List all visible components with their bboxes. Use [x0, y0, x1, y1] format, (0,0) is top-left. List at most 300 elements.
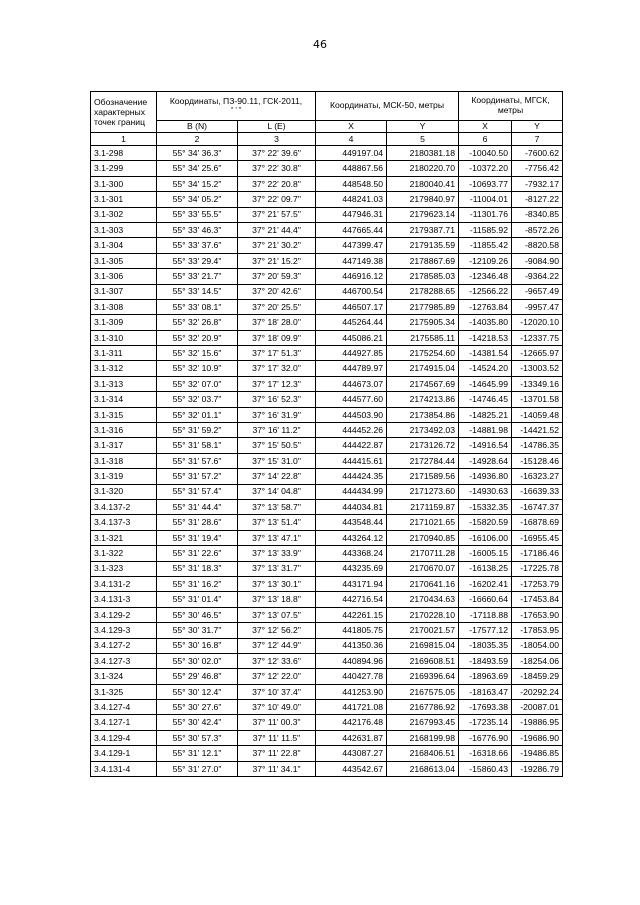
cell-msk-x: 444422.87	[316, 438, 387, 453]
cell-msk-y: 2178867.69	[387, 253, 459, 268]
cell-msk-y: 2175585.11	[387, 330, 459, 345]
cell-mgsk-y: -8572.26	[512, 222, 563, 237]
cell-mgsk-y: -19886.95	[512, 715, 563, 730]
cell-msk-y: 2170940.85	[387, 530, 459, 545]
cell-point-id: 3.4.129-4	[91, 730, 157, 745]
cell-msk-y: 2179387.71	[387, 222, 459, 237]
cell-msk-x: 444415.61	[316, 453, 387, 468]
header-index-5: 5	[387, 133, 459, 146]
table-row	[91, 592, 563, 607]
header-index-1: 1	[91, 133, 157, 146]
header-index-3: 3	[238, 133, 316, 146]
table-row	[91, 561, 563, 576]
cell-msk-y: 2168199.98	[387, 730, 459, 745]
table-row	[91, 392, 563, 407]
cell-mgsk-x: -14881.98	[459, 423, 512, 438]
header-group-msk50: Координаты, МСК-50, метры	[316, 92, 459, 121]
cell-point-id: 3.1-321	[91, 530, 157, 545]
cell-mgsk-y: -17453.84	[512, 592, 563, 607]
cell-mgsk-y: -7932.17	[512, 176, 563, 191]
header-point-designation-line-3: точек границ	[94, 117, 145, 128]
cell-latitude-b: 55° 30' 46.5"	[157, 607, 238, 622]
cell-longitude-l: 37° 21' 15.2"	[238, 253, 316, 268]
cell-msk-x: 444434.99	[316, 484, 387, 499]
table-row	[91, 730, 563, 745]
cell-latitude-b: 55° 34' 15.2"	[157, 176, 238, 191]
cell-longitude-l: 37° 12' 44.9"	[238, 638, 316, 653]
cell-msk-y: 2170434.63	[387, 592, 459, 607]
cell-point-id: 3.1-319	[91, 469, 157, 484]
cell-msk-y: 2173492.03	[387, 423, 459, 438]
cell-mgsk-y: -16639.33	[512, 484, 563, 499]
cell-mgsk-x: -10372.20	[459, 161, 512, 176]
cell-mgsk-x: -16202.41	[459, 576, 512, 591]
cell-latitude-b: 55° 33' 14.5"	[157, 284, 238, 299]
cell-point-id: 3.1-298	[91, 146, 157, 161]
table-row	[91, 669, 563, 684]
cell-msk-y: 2167786.92	[387, 700, 459, 715]
cell-msk-x: 443368.24	[316, 546, 387, 561]
cell-longitude-l: 37° 13' 30.1"	[238, 576, 316, 591]
cell-mgsk-x: -14035.80	[459, 315, 512, 330]
cell-latitude-b: 55° 32' 26.8"	[157, 315, 238, 330]
cell-mgsk-x: -14645.99	[459, 376, 512, 391]
cell-msk-y: 2179135.59	[387, 238, 459, 253]
cell-msk-x: 448241.03	[316, 192, 387, 207]
cell-point-id: 3.4.129-2	[91, 607, 157, 622]
cell-msk-x: 444452.26	[316, 423, 387, 438]
cell-mgsk-y: -9657.49	[512, 284, 563, 299]
cell-msk-x: 447946.31	[316, 207, 387, 222]
cell-msk-x: 442631.87	[316, 730, 387, 745]
cell-latitude-b: 55° 32' 03.7"	[157, 392, 238, 407]
cell-point-id: 3.1-315	[91, 407, 157, 422]
cell-latitude-b: 55° 34' 25.6"	[157, 161, 238, 176]
cell-longitude-l: 37° 18' 28.0"	[238, 315, 316, 330]
header-group-pz90	[157, 92, 316, 121]
cell-mgsk-y: -17853.95	[512, 623, 563, 638]
cell-msk-x: 444577.60	[316, 392, 387, 407]
header-point-designation-line-2: характерных	[94, 106, 146, 117]
cell-latitude-b: 55° 32' 07.0"	[157, 376, 238, 391]
cell-mgsk-x: -18163.47	[459, 684, 512, 699]
cell-msk-x: 441253.90	[316, 684, 387, 699]
cell-latitude-b: 55° 31' 57.4"	[157, 484, 238, 499]
cell-longitude-l: 37° 10' 37.4"	[238, 684, 316, 699]
cell-msk-x: 446916.12	[316, 269, 387, 284]
cell-msk-x: 444927.85	[316, 346, 387, 361]
cell-longitude-l: 37° 13' 33.9"	[238, 546, 316, 561]
cell-point-id: 3.4.127-4	[91, 700, 157, 715]
cell-mgsk-y: -19486.85	[512, 746, 563, 761]
table-row	[91, 423, 563, 438]
cell-msk-x: 445086.21	[316, 330, 387, 345]
cell-point-id: 3.1-300	[91, 176, 157, 191]
cell-longitude-l: 37° 11' 11.5"	[238, 730, 316, 745]
cell-longitude-l: 37° 16' 11.2"	[238, 423, 316, 438]
header-index-6: 6	[459, 133, 512, 146]
cell-longitude-l: 37° 22' 09.7"	[238, 192, 316, 207]
header-col-msk-x: X	[316, 121, 387, 133]
cell-latitude-b: 55° 31' 28.6"	[157, 515, 238, 530]
cell-mgsk-y: -19686.90	[512, 730, 563, 745]
cell-longitude-l: 37° 12' 56.2"	[238, 623, 316, 638]
coordinates-table	[90, 91, 563, 777]
cell-msk-y: 2180040.41	[387, 176, 459, 191]
cell-mgsk-x: -18035.35	[459, 638, 512, 653]
cell-msk-x: 446700.54	[316, 284, 387, 299]
cell-longitude-l: 37° 17' 12.3"	[238, 376, 316, 391]
cell-longitude-l: 37° 13' 18.8"	[238, 592, 316, 607]
cell-mgsk-y: -16747.37	[512, 499, 563, 514]
cell-msk-x: 443542.67	[316, 761, 387, 776]
page-number: 46	[313, 38, 327, 51]
cell-mgsk-x: -14746.45	[459, 392, 512, 407]
cell-mgsk-y: -7756.42	[512, 161, 563, 176]
cell-latitude-b: 55° 30' 57.3"	[157, 730, 238, 745]
cell-latitude-b: 55° 30' 12.4"	[157, 684, 238, 699]
cell-mgsk-x: -17235.14	[459, 715, 512, 730]
cell-point-id: 3.1-322	[91, 546, 157, 561]
table-row	[91, 407, 563, 422]
cell-mgsk-y: -13003.52	[512, 361, 563, 376]
cell-msk-y: 2167993.45	[387, 715, 459, 730]
cell-msk-y: 2169608.51	[387, 653, 459, 668]
header-col-mgsk-x: X	[459, 121, 512, 133]
cell-point-id: 3.4.137-3	[91, 515, 157, 530]
cell-mgsk-y: -8127.22	[512, 192, 563, 207]
cell-mgsk-y: -12337.75	[512, 330, 563, 345]
cell-mgsk-y: -7600.62	[512, 146, 563, 161]
cell-longitude-l: 37° 13' 47.1"	[238, 530, 316, 545]
cell-msk-x: 441805.75	[316, 623, 387, 638]
cell-longitude-l: 37° 11' 22.8"	[238, 746, 316, 761]
cell-latitude-b: 55° 33' 55.5"	[157, 207, 238, 222]
table-row	[91, 299, 563, 314]
cell-latitude-b: 55° 33' 37.6"	[157, 238, 238, 253]
cell-msk-x: 443171.94	[316, 576, 387, 591]
cell-msk-y: 2174915.04	[387, 361, 459, 376]
table-row	[91, 484, 563, 499]
cell-mgsk-x: -16005.15	[459, 546, 512, 561]
cell-longitude-l: 37° 21' 57.5"	[238, 207, 316, 222]
cell-point-id: 3.1-324	[91, 669, 157, 684]
cell-longitude-l: 37° 16' 52.3"	[238, 392, 316, 407]
cell-mgsk-y: -17653.90	[512, 607, 563, 622]
header-point-designation-line-1: Обозначение	[94, 96, 148, 107]
table-row	[91, 653, 563, 668]
cell-mgsk-x: -12566.22	[459, 284, 512, 299]
cell-point-id: 3.1-299	[91, 161, 157, 176]
cell-msk-y: 2174213.86	[387, 392, 459, 407]
cell-mgsk-y: -13701.58	[512, 392, 563, 407]
cell-mgsk-x: -14218.53	[459, 330, 512, 345]
cell-latitude-b: 55° 31' 59.2"	[157, 423, 238, 438]
cell-mgsk-y: -18254.06	[512, 653, 563, 668]
table-row	[91, 269, 563, 284]
cell-mgsk-y: -12665.97	[512, 346, 563, 361]
cell-msk-y: 2178585.03	[387, 269, 459, 284]
cell-msk-x: 447399.47	[316, 238, 387, 253]
cell-latitude-b: 55° 30' 16.8"	[157, 638, 238, 653]
cell-mgsk-x: -16660.64	[459, 592, 512, 607]
table-row	[91, 330, 563, 345]
cell-latitude-b: 55° 31' 12.1"	[157, 746, 238, 761]
cell-msk-y: 2171589.56	[387, 469, 459, 484]
cell-longitude-l: 37° 18' 09.9"	[238, 330, 316, 345]
table-row	[91, 515, 563, 530]
cell-mgsk-x: -14928.64	[459, 453, 512, 468]
header-col-msk-y: Y	[387, 121, 459, 133]
cell-longitude-l: 37° 20' 25.5"	[238, 299, 316, 314]
cell-msk-x: 443235.69	[316, 561, 387, 576]
cell-mgsk-x: -16138.25	[459, 561, 512, 576]
cell-msk-x: 443087.27	[316, 746, 387, 761]
cell-latitude-b: 55° 31' 22.6"	[157, 546, 238, 561]
header-row-index	[91, 133, 563, 146]
cell-mgsk-x: -10040.50	[459, 146, 512, 161]
cell-longitude-l: 37° 13' 07.5"	[238, 607, 316, 622]
table-row	[91, 453, 563, 468]
cell-mgsk-x: -16318.66	[459, 746, 512, 761]
cell-latitude-b: 55° 31' 58.1"	[157, 438, 238, 453]
cell-point-id: 3.1-313	[91, 376, 157, 391]
cell-point-id: 3.1-318	[91, 453, 157, 468]
cell-point-id: 3.4.127-2	[91, 638, 157, 653]
cell-latitude-b: 55° 32' 10.9"	[157, 361, 238, 376]
table-row	[91, 192, 563, 207]
cell-longitude-l: 37° 14' 04.8"	[238, 484, 316, 499]
cell-longitude-l: 37° 15' 31.0"	[238, 453, 316, 468]
cell-mgsk-y: -17186.46	[512, 546, 563, 561]
cell-point-id: 3.1-305	[91, 253, 157, 268]
cell-msk-x: 442716.54	[316, 592, 387, 607]
cell-msk-y: 2167575.05	[387, 684, 459, 699]
cell-msk-y: 2180381.18	[387, 146, 459, 161]
header-col-b: B (N)	[157, 121, 238, 133]
cell-longitude-l: 37° 22' 20.8"	[238, 176, 316, 191]
cell-latitude-b: 55° 29' 46.8"	[157, 669, 238, 684]
table-row	[91, 576, 563, 591]
cell-point-id: 3.1-312	[91, 361, 157, 376]
cell-longitude-l: 37° 17' 51.3"	[238, 346, 316, 361]
table-row	[91, 607, 563, 622]
cell-mgsk-y: -8340.85	[512, 207, 563, 222]
cell-msk-y: 2174567.69	[387, 376, 459, 391]
cell-point-id: 3.1-320	[91, 484, 157, 499]
cell-msk-y: 2175254.60	[387, 346, 459, 361]
cell-mgsk-y: -9084.90	[512, 253, 563, 268]
cell-point-id: 3.1-301	[91, 192, 157, 207]
cell-mgsk-y: -18054.00	[512, 638, 563, 653]
header-group-pz90-units: ° ' "	[230, 106, 242, 114]
cell-longitude-l: 37° 20' 59.3"	[238, 269, 316, 284]
cell-msk-x: 444034.81	[316, 499, 387, 514]
table-row	[91, 499, 563, 514]
cell-longitude-l: 37° 16' 31.9"	[238, 407, 316, 422]
table-row	[91, 638, 563, 653]
cell-longitude-l: 37° 12' 22.0"	[238, 669, 316, 684]
cell-point-id: 3.1-310	[91, 330, 157, 345]
cell-point-id: 3.1-302	[91, 207, 157, 222]
cell-point-id: 3.1-303	[91, 222, 157, 237]
cell-longitude-l: 37° 10' 49.0"	[238, 700, 316, 715]
table-row	[91, 207, 563, 222]
cell-longitude-l: 37° 15' 50.5"	[238, 438, 316, 453]
cell-msk-x: 445264.44	[316, 315, 387, 330]
table-row	[91, 700, 563, 715]
cell-mgsk-y: -20087.01	[512, 700, 563, 715]
header-col-mgsk-y: Y	[512, 121, 563, 133]
cell-msk-y: 2171159.87	[387, 499, 459, 514]
cell-latitude-b: 55° 30' 31.7"	[157, 623, 238, 638]
cell-latitude-b: 55° 32' 01.1"	[157, 407, 238, 422]
cell-longitude-l: 37° 20' 42.6"	[238, 284, 316, 299]
table-row	[91, 761, 563, 776]
cell-point-id: 3.4.131-2	[91, 576, 157, 591]
cell-longitude-l: 37° 11' 34.1"	[238, 761, 316, 776]
cell-mgsk-y: -15128.46	[512, 453, 563, 468]
cell-msk-y: 2170670.07	[387, 561, 459, 576]
cell-mgsk-x: -15860.43	[459, 761, 512, 776]
cell-msk-x: 441721.08	[316, 700, 387, 715]
header-index-4: 4	[316, 133, 387, 146]
cell-msk-y: 2168406.51	[387, 746, 459, 761]
table-row	[91, 469, 563, 484]
cell-msk-x: 448548.50	[316, 176, 387, 191]
cell-latitude-b: 55° 31' 57.2"	[157, 469, 238, 484]
cell-msk-y: 2178288.65	[387, 284, 459, 299]
cell-mgsk-y: -17253.79	[512, 576, 563, 591]
cell-mgsk-x: -17693.38	[459, 700, 512, 715]
cell-latitude-b: 55° 33' 08.1"	[157, 299, 238, 314]
cell-msk-x: 447665.44	[316, 222, 387, 237]
cell-mgsk-x: -12763.84	[459, 299, 512, 314]
cell-msk-y: 2180220.70	[387, 161, 459, 176]
cell-msk-y: 2173854.86	[387, 407, 459, 422]
cell-msk-x: 440427.78	[316, 669, 387, 684]
cell-longitude-l: 37° 13' 31.7"	[238, 561, 316, 576]
cell-msk-y: 2170641.16	[387, 576, 459, 591]
cell-latitude-b: 55° 30' 02.0"	[157, 653, 238, 668]
cell-msk-x: 446507.17	[316, 299, 387, 314]
cell-mgsk-x: -14825.21	[459, 407, 512, 422]
cell-point-id: 3.4.137-2	[91, 499, 157, 514]
cell-mgsk-y: -16955.45	[512, 530, 563, 545]
cell-point-id: 3.1-311	[91, 346, 157, 361]
cell-point-id: 3.1-309	[91, 315, 157, 330]
cell-point-id: 3.4.131-4	[91, 761, 157, 776]
cell-mgsk-y: -13349.16	[512, 376, 563, 391]
cell-mgsk-y: -12020.10	[512, 315, 563, 330]
cell-mgsk-x: -17118.88	[459, 607, 512, 622]
cell-latitude-b: 55° 31' 01.4"	[157, 592, 238, 607]
cell-latitude-b: 55° 34' 05.2"	[157, 192, 238, 207]
table-row	[91, 222, 563, 237]
header-group-mgsk: Координаты, МГСК, метры	[459, 92, 563, 121]
cell-mgsk-x: -11855.42	[459, 238, 512, 253]
cell-point-id: 3.4.129-3	[91, 623, 157, 638]
cell-mgsk-y: -9957.47	[512, 299, 563, 314]
cell-latitude-b: 55° 31' 16.2"	[157, 576, 238, 591]
cell-msk-x: 444503.90	[316, 407, 387, 422]
cell-point-id: 3.1-323	[91, 561, 157, 576]
cell-msk-x: 443548.44	[316, 515, 387, 530]
cell-mgsk-x: -11301.76	[459, 207, 512, 222]
cell-mgsk-y: -19286.79	[512, 761, 563, 776]
cell-latitude-b: 55° 31' 19.4"	[157, 530, 238, 545]
header-group-pz90-label: Координаты, ПЗ-90.11, ГСК-2011,	[169, 96, 303, 107]
cell-latitude-b: 55° 31' 57.6"	[157, 453, 238, 468]
cell-point-id: 3.4.129-1	[91, 746, 157, 761]
cell-mgsk-y: -16323.27	[512, 469, 563, 484]
cell-msk-x: 441350.36	[316, 638, 387, 653]
cell-mgsk-x: -14381.54	[459, 346, 512, 361]
header-row-groups	[91, 92, 563, 121]
cell-longitude-l: 37° 11' 00.3"	[238, 715, 316, 730]
table-body	[91, 146, 563, 777]
cell-mgsk-y: -9364.22	[512, 269, 563, 284]
cell-mgsk-x: -16106.00	[459, 530, 512, 545]
cell-point-id: 3.1-317	[91, 438, 157, 453]
cell-mgsk-x: -11004.01	[459, 192, 512, 207]
cell-msk-x: 449197.04	[316, 146, 387, 161]
cell-point-id: 3.4.127-3	[91, 653, 157, 668]
cell-mgsk-x: -14524.20	[459, 361, 512, 376]
cell-msk-y: 2175905.34	[387, 315, 459, 330]
table-row	[91, 361, 563, 376]
cell-msk-x: 444789.97	[316, 361, 387, 376]
cell-msk-y: 2170021.57	[387, 623, 459, 638]
table-row	[91, 376, 563, 391]
cell-point-id: 3.1-304	[91, 238, 157, 253]
cell-msk-y: 2168613.04	[387, 761, 459, 776]
table-row	[91, 715, 563, 730]
cell-latitude-b: 55° 30' 27.6"	[157, 700, 238, 715]
cell-latitude-b: 55° 30' 42.4"	[157, 715, 238, 730]
cell-latitude-b: 55° 34' 36.3"	[157, 146, 238, 161]
cell-latitude-b: 55° 31' 27.0"	[157, 761, 238, 776]
cell-point-id: 3.1-316	[91, 423, 157, 438]
table-row	[91, 176, 563, 191]
cell-msk-x: 448867.56	[316, 161, 387, 176]
table-row	[91, 623, 563, 638]
cell-mgsk-x: -14930.63	[459, 484, 512, 499]
cell-point-id: 3.1-314	[91, 392, 157, 407]
cell-point-id: 3.1-308	[91, 299, 157, 314]
cell-point-id: 3.1-325	[91, 684, 157, 699]
table-row	[91, 438, 563, 453]
cell-mgsk-x: -12346.48	[459, 269, 512, 284]
cell-mgsk-x: -16776.90	[459, 730, 512, 745]
cell-latitude-b: 55° 31' 44.4"	[157, 499, 238, 514]
cell-msk-x: 442261.15	[316, 607, 387, 622]
cell-msk-x: 442176.48	[316, 715, 387, 730]
cell-longitude-l: 37° 17' 32.0"	[238, 361, 316, 376]
cell-latitude-b: 55° 33' 46.3"	[157, 222, 238, 237]
cell-msk-x: 444424.35	[316, 469, 387, 484]
cell-mgsk-y: -14421.52	[512, 423, 563, 438]
cell-msk-y: 2179623.14	[387, 207, 459, 222]
cell-msk-x: 440894.96	[316, 653, 387, 668]
cell-mgsk-y: -14786.35	[512, 438, 563, 453]
cell-mgsk-x: -14916.54	[459, 438, 512, 453]
table-row	[91, 530, 563, 545]
cell-msk-y: 2171021.65	[387, 515, 459, 530]
cell-mgsk-x: -11585.92	[459, 222, 512, 237]
cell-mgsk-x: -18493.59	[459, 653, 512, 668]
cell-msk-y: 2179840.97	[387, 192, 459, 207]
